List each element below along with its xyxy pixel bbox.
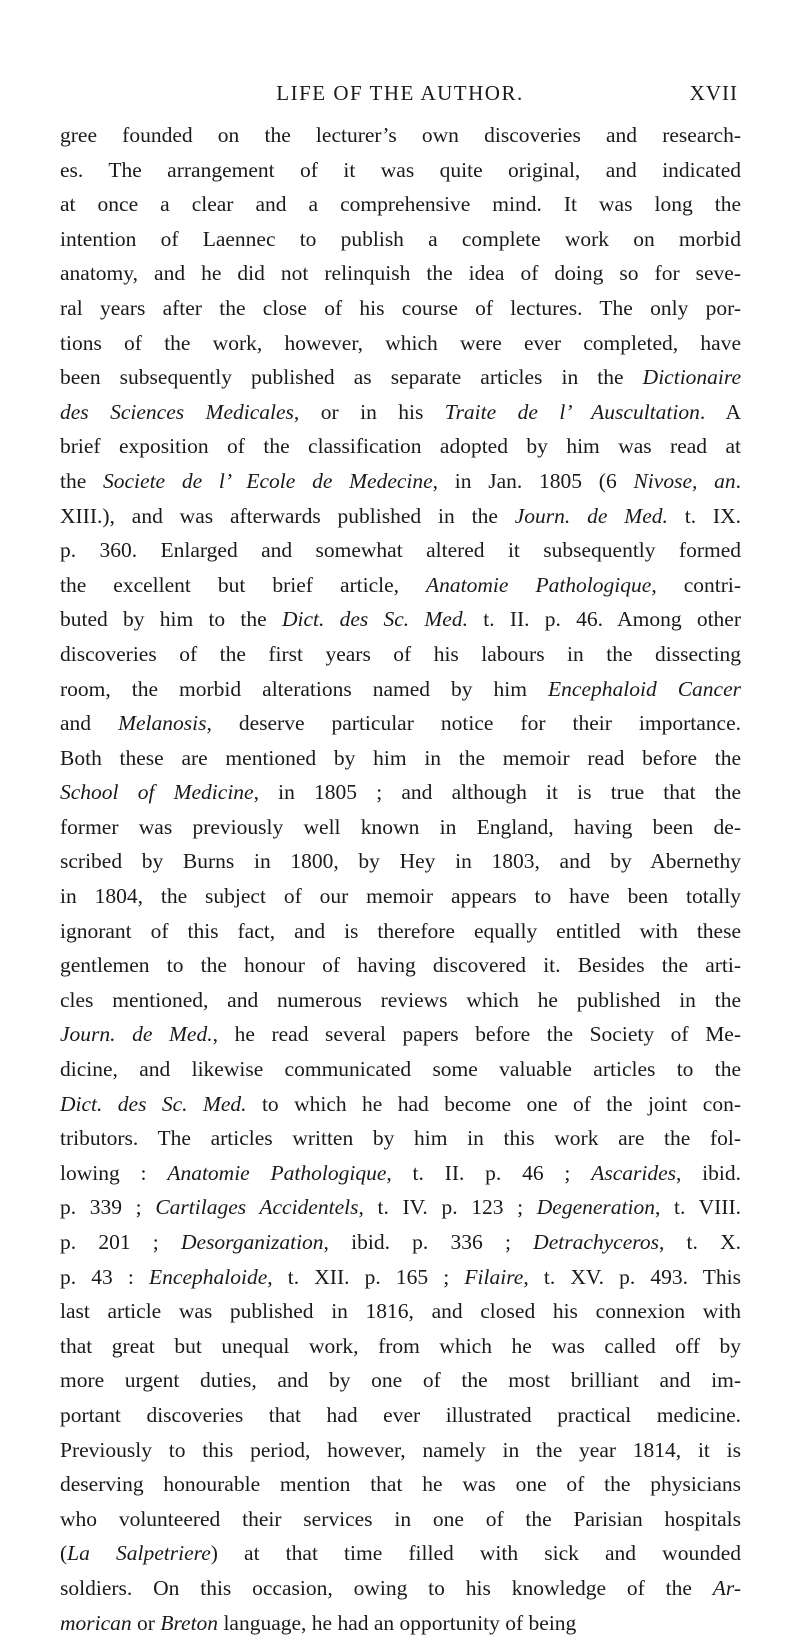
text-line: in 1804, the subject of our memoir appears to have been totally bbox=[60, 884, 741, 909]
text-line: last article was published in 1816, and closed his connexion with bbox=[60, 1299, 741, 1324]
running-title: LIFE OF THE AUTHOR. bbox=[276, 81, 524, 105]
text-line: morican or Breton language, he had an opportunity of being bbox=[60, 1610, 577, 1635]
text-line: the Societe de l’ Ecole de Medecine, in Jan. 1805 (6 Nivose, an. bbox=[60, 468, 741, 493]
text-line: XIII.), and was afterwards published in the Journ. de Med. t. IX. bbox=[60, 503, 741, 528]
text-line: at once a clear and a comprehensive mind. It was long the bbox=[60, 192, 741, 217]
text-line: that great but unequal work, from which he was called off by bbox=[60, 1333, 741, 1358]
body-text bbox=[60, 118, 741, 1640]
text-line: ignorant of this fact, and is therefore equally entitled with these bbox=[60, 918, 741, 943]
text-line: dicine, and likewise communicated some valuable articles to the bbox=[60, 1057, 741, 1082]
text-line: p. 43 : Encephaloide, t. XII. p. 165 ; Filaire, t. XV. p. 493. This bbox=[60, 1264, 742, 1289]
text-line: soldiers. On this occasion, owing to his knowledge of the Ar- bbox=[60, 1575, 741, 1600]
text-line: Journ. de Med., he read several papers before the Society of Me- bbox=[60, 1022, 742, 1047]
text-line: intention of Laennec to publish a complete work on morbid bbox=[60, 226, 741, 251]
text-line: brief exposition of the classification adopted by him was read at bbox=[60, 434, 741, 459]
text-line: tions of the work, however, which were ever completed, have bbox=[60, 330, 741, 355]
text-line: former was previously well known in England, having been de- bbox=[60, 814, 741, 839]
text-line: gentlemen to the honour of having discovered it. Besides the arti- bbox=[60, 953, 741, 978]
text-line: room, the morbid alterations named by him Encephaloid Cancer bbox=[60, 676, 742, 701]
text-line: (La Salpetriere) at that time filled with sick and wounded bbox=[60, 1541, 741, 1566]
text-line: and Melanosis, deserve particular notice for their importance. bbox=[60, 711, 742, 736]
text-line: lowing : Anatomie Pathologique, t. II. p. 46 ; Ascarides, ibid. bbox=[60, 1160, 741, 1185]
text-line: cles mentioned, and numerous reviews which he published in the bbox=[60, 987, 741, 1012]
text-line: des Sciences Medicales, or in his Traite de l’ Auscultation. A bbox=[60, 399, 742, 424]
text-line: buted by him to the Dict. des Sc. Med. t. II. p. 46. Among other bbox=[60, 607, 741, 632]
text-line: Both these are mentioned by him in the memoir read before the bbox=[60, 745, 741, 770]
text-line: who volunteered their services in one of the Parisian hospitals bbox=[60, 1506, 741, 1531]
text-line: tributors. The articles written by him in this work are the fol- bbox=[60, 1126, 741, 1151]
text-line: p. 339 ; Cartilages Accidentels, t. IV. p. 123 ; Degeneration, t. VIII. bbox=[60, 1195, 741, 1220]
text-line: discoveries of the first years of his labours in the dissecting bbox=[60, 641, 741, 666]
text-line: Dict. des Sc. Med. to which he had become one of the joint con- bbox=[60, 1091, 741, 1116]
text-line: Previously to this period, however, namely in the year 1814, it is bbox=[60, 1437, 741, 1462]
text-line: p. 360. Enlarged and somewhat altered it subsequently formed bbox=[60, 538, 741, 563]
text-line: gree founded on the lecturer’s own discoveries and research- bbox=[60, 123, 741, 147]
text-line: been subsequently published as separate articles in the Dictionaire bbox=[60, 365, 741, 390]
text-line: es. The arrangement of it was quite original, and indicated bbox=[60, 157, 741, 182]
page-number: XVII bbox=[689, 81, 738, 105]
text-line: portant discoveries that had ever illustrated practical medicine. bbox=[60, 1402, 741, 1427]
text-line: scribed by Burns in 1800, by Hey in 1803, and by Abernethy bbox=[60, 849, 741, 874]
text-line: ral years after the close of his course of lectures. The only por- bbox=[60, 295, 741, 320]
text-line: the excellent but brief article, Anatomie Pathologique, contri- bbox=[60, 572, 742, 597]
text-line: anatomy, and he did not relinquish the idea of doing so for seve- bbox=[60, 261, 741, 286]
text-line: School of Medicine, in 1805 ; and although it is true that the bbox=[60, 780, 741, 805]
text-line: p. 201 ; Desorganization, ibid. p. 336 ; Detrachyceros, t. X. bbox=[60, 1230, 742, 1254]
text-line: more urgent duties, and by one of the most brilliant and im- bbox=[60, 1368, 741, 1393]
running-head bbox=[62, 78, 738, 108]
text-line: deserving honourable mention that he was one of the physicians bbox=[60, 1472, 741, 1497]
